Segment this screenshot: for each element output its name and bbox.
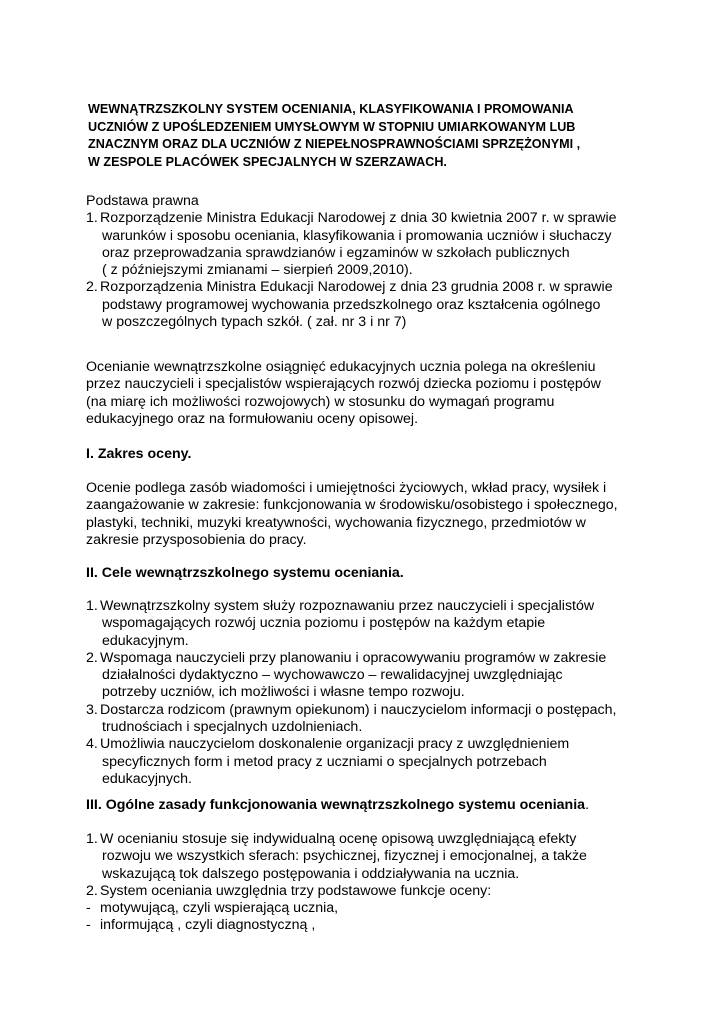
item-line: w poszczególnych typach szkół. ( zał. nr 3 i nr 7)	[102, 314, 407, 331]
dash-bullet: -	[86, 900, 91, 917]
item-line: ( z późniejszymi zmianami – sierpień 2009,2010).	[102, 262, 413, 279]
section-2	[86, 565, 686, 582]
item-line: potrzeby uczniów, ich możliwości i własne tempo rozwoju.	[102, 684, 465, 701]
title-line: ZNACZNYM ORAZ DLA UCZNIÓW Z NIEPEŁNOSPRAWNOŚCIAMI SPRZĘŻONYMI ,	[88, 137, 581, 151]
item-number: 1.	[86, 210, 98, 227]
title-line: WEWNĄTRZSZKOLNY SYSTEM OCENIANIA, KLASYFIKOWANIA I PROMOWANIA	[88, 102, 574, 116]
section-2-item	[86, 650, 686, 702]
item-line: specyficznych form i metod pracy z uczniami o specjalnych potrzebach	[102, 753, 547, 770]
section-3-heading-text: III. Ogólne zasady funkcjonowania wewnątrzszkolnego systemu oceniania	[86, 797, 586, 813]
legal-basis-section	[86, 193, 686, 331]
section-3-list	[86, 831, 686, 935]
intro-paragraph	[86, 359, 686, 428]
item-line: oraz przeprowadzania sprawdzianów i egzaminów w szkołach publicznych	[102, 244, 570, 261]
item-line: wspomagających rozwój ucznia poziomu i postępów na każdym etapie	[102, 615, 546, 632]
title-line: UCZNIÓW Z UPOŚLEDZENIEM UMYSŁOWYM W STOPNIU UMIARKOWANYM LUB	[88, 119, 576, 134]
dash-item	[86, 900, 686, 917]
legal-basis-item	[86, 279, 686, 331]
item-line: warunków i sposobu oceniania, klasyfikowania i promowania uczniów i słuchaczy	[102, 227, 612, 244]
item-line: podstawy programowej wychowania przedszkolnego oraz kształcenia ogólnego	[102, 296, 601, 313]
item-number: 2.	[86, 882, 98, 899]
item-line: edukacyjnych.	[102, 770, 192, 787]
dash-item	[86, 917, 686, 934]
title-line: W ZESPOLE PLACÓWEK SPECJALNYCH W SZERZAWACH.	[88, 154, 447, 169]
paragraph-line: plastyki, techniki, muzyki kreatywności, wychowania fizycznego, przedmiotów w	[86, 514, 586, 531]
item-line: trudnościach i specjalnych uzdolnieniach.	[102, 719, 363, 736]
item-number: 1.	[86, 598, 98, 614]
paragraph-line: przez nauczycieli i specjalistów wspierających rozwój dziecka poziomu i postępów	[86, 376, 601, 393]
item-number: 2.	[86, 649, 98, 666]
item-line: Umożliwia nauczycielom doskonalenie organizacji pracy z uwzględnieniem	[100, 736, 570, 753]
section-1-body	[86, 480, 686, 549]
section-3-item	[86, 883, 686, 900]
section-1-heading: I. Zakres oceny.	[86, 446, 192, 462]
section-2-list	[86, 598, 686, 788]
section-3-heading	[86, 797, 686, 814]
section-2-heading: II. Cele wewnątrzszkolnego systemu oceniania.	[86, 565, 404, 581]
document-title	[88, 101, 648, 171]
dash-item-text: informującą , czyli diagnostyczną ,	[100, 917, 316, 934]
item-line: edukacyjnym.	[102, 632, 189, 649]
item-line: wskazującą tok dalszego postępowania i oddziaływania na ucznia.	[102, 865, 520, 882]
section-3-heading-tail: .	[585, 797, 590, 813]
paragraph-line: zakresie przysposobienia do pracy.	[86, 531, 307, 548]
item-line: rozwoju we wszystkich sferach: psychicznej, fizycznej i emocjonalnej, a także	[102, 848, 587, 865]
section-2-item	[86, 702, 686, 737]
paragraph-line: zaangażowanie w zakresie: funkcjonowania w środowisku/osobistego i społecznego,	[86, 497, 618, 514]
item-line: Rozporządzenie Ministra Edukacji Narodowej z dnia 30 kwietnia 2007 r. w sprawie	[100, 210, 617, 227]
item-line: W ocenianiu stosuje się indywidualną ocenę opisową uwzględniającą efekty	[100, 831, 577, 847]
paragraph-line: Ocenie podlega zasób wiadomości i umiejętności życiowych, wkład pracy, wysiłek i	[86, 480, 607, 496]
item-line: System oceniania uwzględnia trzy podstawowe funkcje oceny:	[100, 882, 492, 899]
section-3	[86, 797, 686, 814]
item-number: 4.	[86, 736, 98, 753]
dash-item-text: motywującą, czyli wspierającą ucznia,	[100, 900, 339, 917]
item-line: Wspomaga nauczycieli przy planowaniu i opracowywaniu programów w zakresie	[100, 649, 607, 666]
item-line: działalności dydaktyczno – wychowawczo – rewalidacyjnej uwzględniając	[102, 667, 563, 684]
section-1	[86, 446, 686, 463]
paragraph-line: Ocenianie wewnątrzszkolne osiągnięć edukacyjnych ucznia polega na określeniu	[86, 359, 596, 375]
item-line: Dostarcza rodzicom (prawnym opiekunom) i nauczycielom informacji o postępach,	[100, 701, 617, 718]
paragraph-line: edukacyjnego oraz na formułowaniu oceny opisowej.	[86, 410, 419, 427]
section-3-item	[86, 831, 686, 883]
dash-bullet: -	[86, 917, 91, 934]
item-line: Rozporządzenia Ministra Edukacji Narodowej z dnia 23 grudnia 2008 r. w sprawie	[100, 279, 613, 296]
item-line: Wewnątrzszkolny system służy rozpoznawaniu przez nauczycieli i specjalistów	[100, 598, 595, 614]
paragraph-line: (na miarę ich możliwości rozwojowych) w stosunku do wymagań programu	[86, 393, 555, 410]
legal-basis-heading: Podstawa prawna	[86, 193, 199, 209]
legal-basis-item	[86, 210, 686, 279]
section-2-item	[86, 736, 686, 788]
item-number: 3.	[86, 701, 98, 718]
item-number: 1.	[86, 831, 98, 847]
section-2-item	[86, 598, 686, 650]
item-number: 2.	[86, 279, 98, 296]
